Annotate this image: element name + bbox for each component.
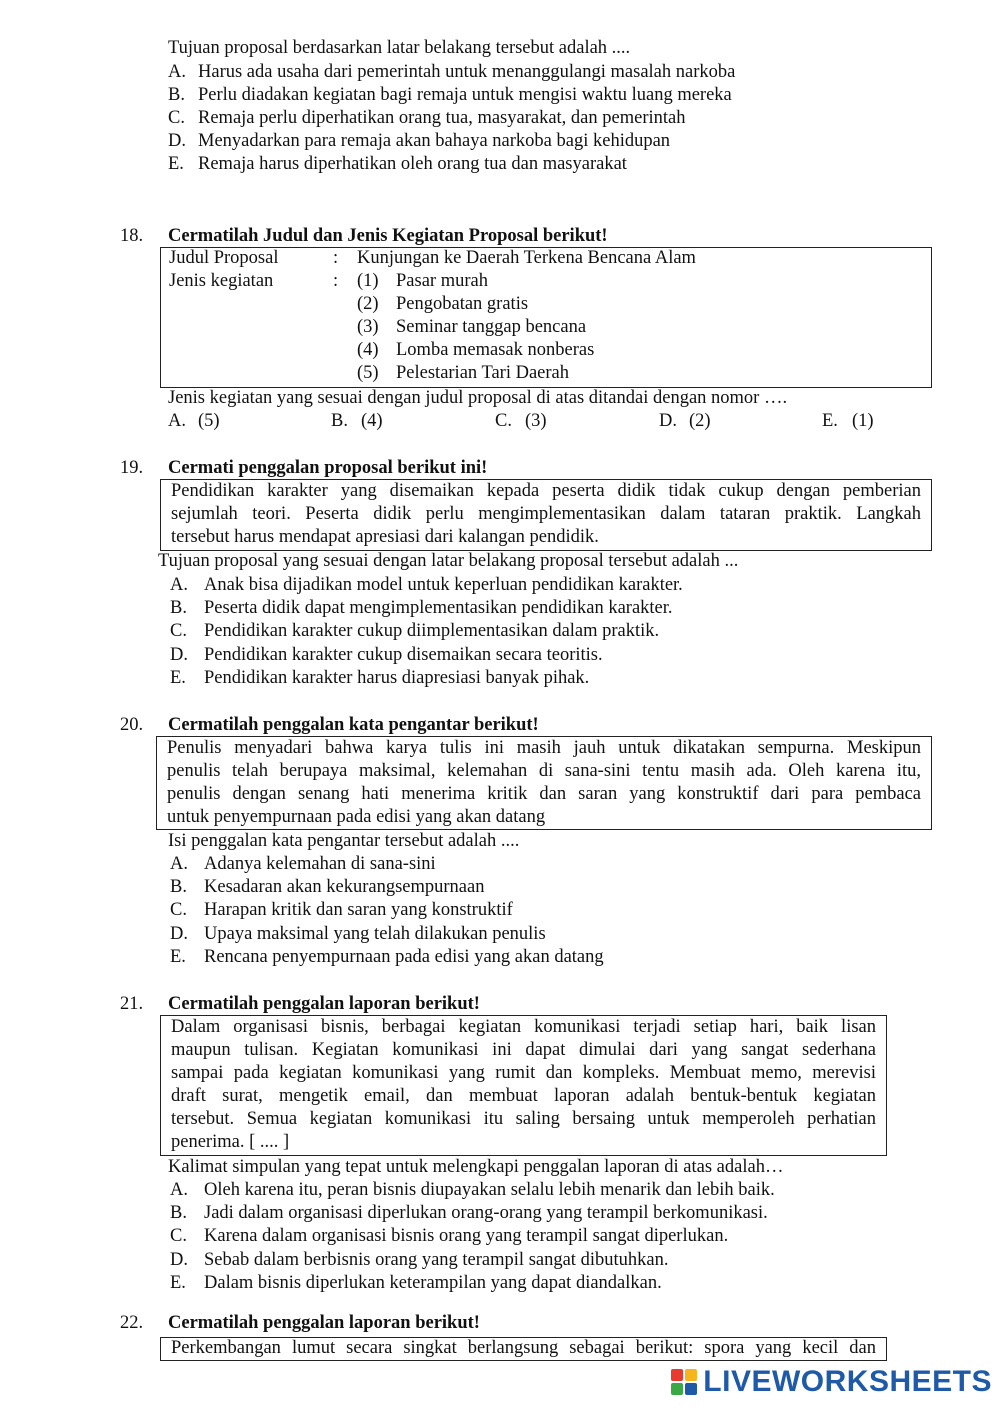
option-letter: B. xyxy=(170,598,187,618)
q20-option-e[interactable] xyxy=(170,947,604,968)
option-text: (4) xyxy=(361,411,383,431)
option-text: Harus ada usaha dari pemerintah untuk menanggulangi masalah narkoba xyxy=(198,62,736,82)
kegiatan-text: Pengobatan gratis xyxy=(396,294,529,314)
option-text: Kesadaran akan kekurangsempurnaan xyxy=(204,877,485,897)
q21-option-d[interactable] xyxy=(170,1250,668,1271)
q17-option-b[interactable] xyxy=(168,85,732,106)
q19-option-c[interactable] xyxy=(170,621,659,642)
kegiatan-num: (5) xyxy=(357,363,379,383)
q20-option-a[interactable] xyxy=(170,854,436,875)
q18-proposal-box xyxy=(160,247,932,388)
judul-colon: : xyxy=(333,248,339,268)
option-letter: B. xyxy=(170,877,187,897)
option-text: (2) xyxy=(689,411,711,431)
passage-line: tersebut harus mendapat apresiasi dari kalangan pendidik. xyxy=(171,527,599,547)
q21-passage-box xyxy=(160,1015,887,1156)
option-letter: D. xyxy=(168,131,186,151)
q17-option-c[interactable] xyxy=(168,108,686,129)
q19-option-e[interactable] xyxy=(170,668,589,689)
q21-question: Kalimat simpulan yang tepat untuk melengkapi penggalan laporan di atas adalah… xyxy=(168,1157,784,1177)
q19-option-d[interactable] xyxy=(170,645,603,666)
option-letter: D. xyxy=(170,924,188,944)
passage-line: sejumlah teori. Peserta didik perlu mengimplementasikan dalam tataran praktik. Langkah xyxy=(171,504,921,524)
option-text: Anak bisa dijadikan model untuk keperluan pendidikan karakter. xyxy=(204,575,683,595)
passage-line: penulis telah berupaya maksimal, kelemahan di sana-sini tentu masih ada. Oleh karena itu, xyxy=(167,761,921,781)
q22-passage-box xyxy=(160,1337,887,1361)
option-text: Perlu diadakan kegiatan bagi remaja untuk mengisi waktu luang mereka xyxy=(198,85,732,105)
option-letter: E. xyxy=(170,1273,186,1293)
kegiatan-item xyxy=(357,294,528,315)
option-letter: B. xyxy=(331,411,348,431)
option-letter: C. xyxy=(495,411,512,431)
kegiatan-text: Seminar tanggap bencana xyxy=(396,317,587,337)
option-letter: A. xyxy=(170,575,188,595)
option-text: Pendidikan karakter cukup diimplementasikan dalam praktik. xyxy=(204,621,660,641)
q21-option-c[interactable] xyxy=(170,1226,728,1247)
q20-number: 20. xyxy=(120,715,144,735)
option-text: Harapan kritik dan saran yang konstruktif xyxy=(204,900,513,920)
kegiatan-num: (4) xyxy=(357,340,379,360)
option-text: Remaja harus diperhatikan oleh orang tua dan masyarakat xyxy=(198,154,627,174)
option-text: Pendidikan karakter cukup disemaikan secara teoritis. xyxy=(204,645,603,665)
option-text: Pendidikan karakter harus diapresiasi banyak pihak. xyxy=(204,668,590,688)
option-letter: C. xyxy=(170,900,187,920)
passage-line: Pendidikan karakter yang disemaikan kepada peserta didik tidak cukup dengan pemberian xyxy=(171,481,921,501)
passage-line: maupun tulisan. Kegiatan komunikasi ini dapat dimulai dari yang sangat sederhana xyxy=(171,1040,876,1060)
kegiatan-item xyxy=(357,271,488,292)
option-text: Sebab dalam berbisnis orang yang terampil sangat dibutuhkan. xyxy=(204,1250,669,1270)
option-text: Remaja perlu diperhatikan orang tua, masyarakat, dan pemerintah xyxy=(198,108,686,128)
liveworksheets-logo xyxy=(671,1365,992,1399)
kegiatan-num: (2) xyxy=(357,294,379,314)
liveworksheets-icon xyxy=(671,1369,697,1395)
q18-option-e[interactable] xyxy=(822,411,874,432)
q19-number: 19. xyxy=(120,458,144,478)
kegiatan-text: Lomba memasak nonberas xyxy=(396,340,595,360)
q17-question: Tujuan proposal berdasarkan latar belakang tersebut adalah .... xyxy=(168,38,631,58)
q18-number: 18. xyxy=(120,226,144,246)
option-text: Rencana penyempurnaan pada edisi yang akan datang xyxy=(204,947,604,967)
option-letter: A. xyxy=(168,411,186,431)
q22-title: Cermatilah penggalan laporan berikut! xyxy=(168,1313,480,1333)
kegiatan-text: Pasar murah xyxy=(396,271,488,291)
option-text: Oleh karena itu, peran bisnis diupayakan selalu lebih menarik dan lebih baik. xyxy=(204,1180,775,1200)
option-letter: E. xyxy=(170,668,186,688)
kegiatan-item xyxy=(357,363,569,384)
q17-option-e[interactable] xyxy=(168,154,627,175)
passage-line: penerima. [ .... ] xyxy=(171,1132,290,1152)
q20-option-b[interactable] xyxy=(170,877,484,898)
option-letter: B. xyxy=(168,85,185,105)
q18-title: Cermatilah Judul dan Jenis Kegiatan Proposal berikut! xyxy=(168,226,608,246)
q17-option-d[interactable] xyxy=(168,131,670,152)
q21-title: Cermatilah penggalan laporan berikut! xyxy=(168,994,480,1014)
kegiatan-item xyxy=(357,317,586,338)
judul-value: Kunjungan ke Daerah Terkena Bencana Alam xyxy=(357,248,696,268)
q19-option-b[interactable] xyxy=(170,598,673,619)
q20-option-d[interactable] xyxy=(170,924,546,945)
q18-option-b[interactable] xyxy=(331,411,383,432)
liveworksheets-text: LIVEWORKSHEETS xyxy=(703,1365,992,1398)
passage-line: Penulis menyadari bahwa karya tulis ini masih jauh untuk dikatakan sempurna. Meskipun xyxy=(167,738,921,758)
q19-option-a[interactable] xyxy=(170,575,683,596)
q20-question: Isi penggalan kata pengantar tersebut adalah .... xyxy=(168,831,520,851)
option-text: Menyadarkan para remaja akan bahaya narkoba bagi kehidupan xyxy=(198,131,671,151)
option-text: Karena dalam organisasi bisnis orang yang terampil sangat diperlukan. xyxy=(204,1226,729,1246)
passage-line: tersebut. Semua kegiatan komunikasi itu saling bersaing untuk memperoleh perhatian xyxy=(171,1109,876,1129)
option-letter: D. xyxy=(170,1250,188,1270)
q21-option-b[interactable] xyxy=(170,1203,768,1224)
option-letter: E. xyxy=(822,411,838,431)
option-letter: B. xyxy=(170,1203,187,1223)
q19-title: Cermati penggalan proposal berikut ini! xyxy=(168,458,488,478)
q21-option-a[interactable] xyxy=(170,1180,775,1201)
option-letter: D. xyxy=(170,645,188,665)
kegiatan-text: Pelestarian Tari Daerah xyxy=(396,363,570,383)
q19-passage-box xyxy=(160,479,932,551)
option-text: Dalam bisnis diperlukan keterampilan yang dapat diandalkan. xyxy=(204,1273,662,1293)
q18-option-c[interactable] xyxy=(495,411,547,432)
passage-line: Dalam organisasi bisnis, berbagai kegiatan komunikasi terjadi setiap hari, baik lisan xyxy=(171,1017,876,1037)
q20-title: Cermatilah penggalan kata pengantar berikut! xyxy=(168,715,539,735)
q20-passage-box xyxy=(156,736,932,830)
passage-line: sampai pada kegiatan komunikasi yang rumit dan kompleks. Membuat memo, merevisi xyxy=(171,1063,876,1083)
jenis-colon: : xyxy=(333,271,339,291)
jenis-label: Jenis kegiatan xyxy=(169,271,274,291)
option-text: Jadi dalam organisasi diperlukan orang-orang yang terampil berkomunikasi. xyxy=(204,1203,768,1223)
passage-line: untuk penyempurnaan pada edisi yang akan datang xyxy=(167,807,546,827)
option-letter: E. xyxy=(170,947,186,967)
option-letter: E. xyxy=(168,154,184,174)
passage-line: Perkembangan lumut secara singkat berlangsung sebagai berikut: spora yang kecil dan xyxy=(171,1338,876,1358)
q18-option-a[interactable] xyxy=(168,411,220,432)
q18-question: Jenis kegiatan yang sesuai dengan judul proposal di atas ditandai dengan nomor …. xyxy=(168,388,788,408)
q20-option-c[interactable] xyxy=(170,900,513,921)
judul-label: Judul Proposal xyxy=(169,248,279,268)
q21-option-e[interactable] xyxy=(170,1273,662,1294)
q22-number: 22. xyxy=(120,1313,144,1333)
kegiatan-num: (3) xyxy=(357,317,379,337)
option-text: Upaya maksimal yang telah dilakukan penulis xyxy=(204,924,546,944)
q17-option-a[interactable] xyxy=(168,62,735,83)
option-text: (5) xyxy=(198,411,220,431)
option-letter: A. xyxy=(168,62,186,82)
q18-option-d[interactable] xyxy=(659,411,711,432)
option-letter: C. xyxy=(170,621,187,641)
q21-number: 21. xyxy=(120,994,144,1014)
option-text: (3) xyxy=(525,411,547,431)
option-letter: D. xyxy=(659,411,677,431)
kegiatan-item xyxy=(357,340,594,361)
option-text: (1) xyxy=(852,411,874,431)
kegiatan-num: (1) xyxy=(357,271,379,291)
option-letter: A. xyxy=(170,854,188,874)
option-letter: C. xyxy=(170,1226,187,1246)
passage-line: penulis dengan senang hati menerima kritik dan saran yang konstruktif dari para pembaca xyxy=(167,784,921,804)
option-text: Adanya kelemahan di sana-sini xyxy=(204,854,436,874)
q19-question: Tujuan proposal yang sesuai dengan latar belakang proposal tersebut adalah ... xyxy=(158,551,739,571)
option-letter: C. xyxy=(168,108,185,128)
option-text: Peserta didik dapat mengimplementasikan pendidikan karakter. xyxy=(204,598,673,618)
option-letter: A. xyxy=(170,1180,188,1200)
passage-line: draft surat, mengetik email, dan membuat laporan adalah bentuk-bentuk kegiatan xyxy=(171,1086,876,1106)
